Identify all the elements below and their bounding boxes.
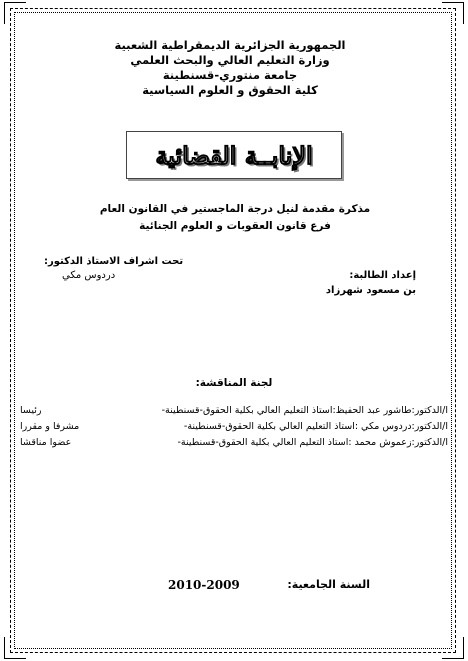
header-republic: الجمهورية الجزائرية الديمقراطية الشعبية: [114, 38, 346, 52]
page-border-inner: [14, 12, 452, 649]
student-label: إعداد الطالبة:: [349, 270, 416, 281]
header-faculty: كلية الحقوق و العلوم السياسية: [142, 83, 318, 97]
member-description: ا/الدكتور:دردوس مكي :استاذ التعليم العالي بكلية الحقوق-قسنطينة-: [183, 421, 448, 432]
member-role: مشرفا و مقررا: [20, 421, 80, 432]
committee-member-3: [20, 437, 448, 451]
committee-member-1: [20, 405, 448, 419]
member-role: عضوا مناقشا: [20, 437, 72, 448]
title-box: [126, 131, 342, 179]
supervisor-label: تحت اشراف الاستاذ الدكتور:: [44, 256, 184, 267]
subtitle-degree: مذكرة مقدمة لنيل درجة الماجستير في القانون العام: [99, 203, 371, 215]
member-description: ا/الدكتور:زعموش محمد :استاذ التعليم العالي بكلية الحقوق-قسنطينة-: [177, 437, 448, 448]
supervisor-name: دردوس مكي: [62, 270, 116, 281]
header-ministry: وزارة التعليم العالي والبحث العلمي: [130, 53, 330, 67]
thesis-title: الإنابــة القضائية: [155, 140, 313, 170]
member-role: رئيسا: [20, 405, 42, 416]
header-university: جامعة منتوري-قسنطينة: [162, 68, 298, 82]
committee-heading: لجنة المناقشة:: [195, 377, 273, 389]
member-description: ا/الدكتور:طاشور عبد الحفيظ:استاذ التعليم العالي بكلية الحقوق-قسنطينة-: [161, 405, 448, 416]
border-corner-top-left: [4, 2, 26, 24]
subtitle-branch: فرع قانون العقوبات و العلوم الجنائية: [139, 220, 331, 232]
student-name: بن مسعود شهرزاد: [325, 285, 416, 296]
academic-year-label: السنة الجامعية:: [287, 578, 370, 591]
institution-header: [60, 38, 400, 98]
committee-member-2: [20, 421, 448, 435]
border-corner-bottom-right: [442, 637, 464, 659]
border-corner-top-right: [442, 2, 464, 24]
academic-year-value: 2010-2009: [168, 578, 240, 592]
border-corner-bottom-left: [4, 637, 26, 659]
